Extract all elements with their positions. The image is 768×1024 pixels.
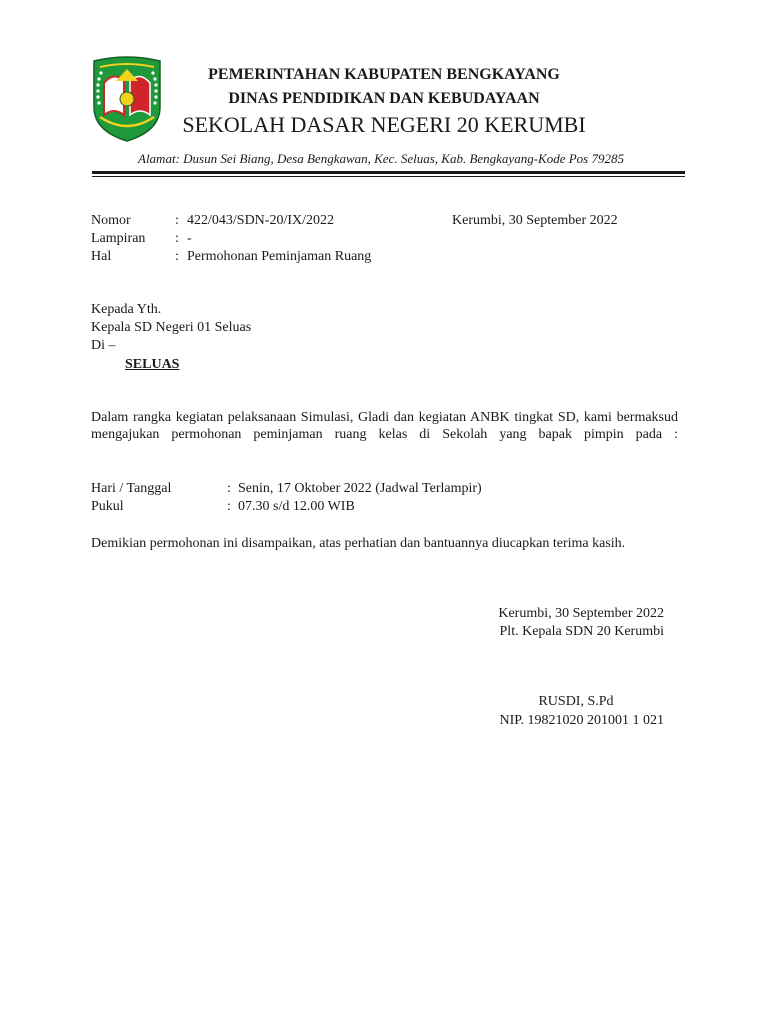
header-divider-thin [92,176,685,177]
signature-place-date: Kerumbi, 30 September 2022 [498,606,664,621]
nomor-value: 422/043/SDN-20/IX/2022 [187,213,334,228]
header-school-name: SEKOLAH DASAR NEGERI 20 KERUMBI [182,112,586,137]
day-value: Senin, 17 Oktober 2022 (Jadwal Terlampir) [238,481,482,496]
letter-place-date: Kerumbi, 30 September 2022 [452,213,618,228]
nomor-label: Nomor [91,213,131,228]
lampiran-colon: : [175,231,179,246]
hal-colon: : [175,249,179,264]
time-value: 07.30 s/d 12.00 WIB [238,499,355,514]
hal-value: Permohonan Peminjaman Ruang [187,249,372,264]
header-divider-thick [92,171,685,174]
recipient-di: Di – [91,338,116,353]
lampiran-value: - [187,231,192,246]
lampiran-label: Lampiran [91,231,146,246]
closing-sentence: Demikian permohonan ini disampaikan, atas perhatian dan bantuannya diucapkan terima kasih. [91,536,626,551]
day-colon: : [227,481,231,496]
signature-name: RUSDI, S.Pd [538,694,614,709]
header-government: PEMERINTAHAN KABUPATEN BENGKAYANG [208,66,560,83]
time-colon: : [227,499,231,514]
body-paragraph: Dalam rangka kegiatan pelaksanaan Simulasi, Gladi dan kegiatan ANBK tingkat SD, kami bermaksud mengajukan permohonan peminjaman ruang kelas di Sekolah yang bapak pimpin pada : [91,410,678,442]
day-label: Hari / Tanggal [91,481,172,496]
signature-position: Plt. Kepala SDN 20 Kerumbi [499,624,664,639]
nomor-colon: : [175,213,179,228]
header-address: Alamat: Dusun Sei Biang, Desa Bengkawan, Kec. Seluas, Kab. Bengkayang-Kode Pos 79285 [138,151,624,166]
hal-label: Hal [91,249,112,264]
recipient-title: Kepala SD Negeri 01 Seluas [91,320,252,335]
recipient-city: SELUAS [125,357,180,372]
signature-nip: NIP. 19821020 201001 1 021 [499,713,664,728]
recipient-greeting: Kepada Yth. [91,302,162,317]
signature-block [488,693,664,710]
header-department: DINAS PENDIDIKAN DAN KEBUDAYAAN [228,90,540,107]
time-label: Pukul [91,499,124,514]
